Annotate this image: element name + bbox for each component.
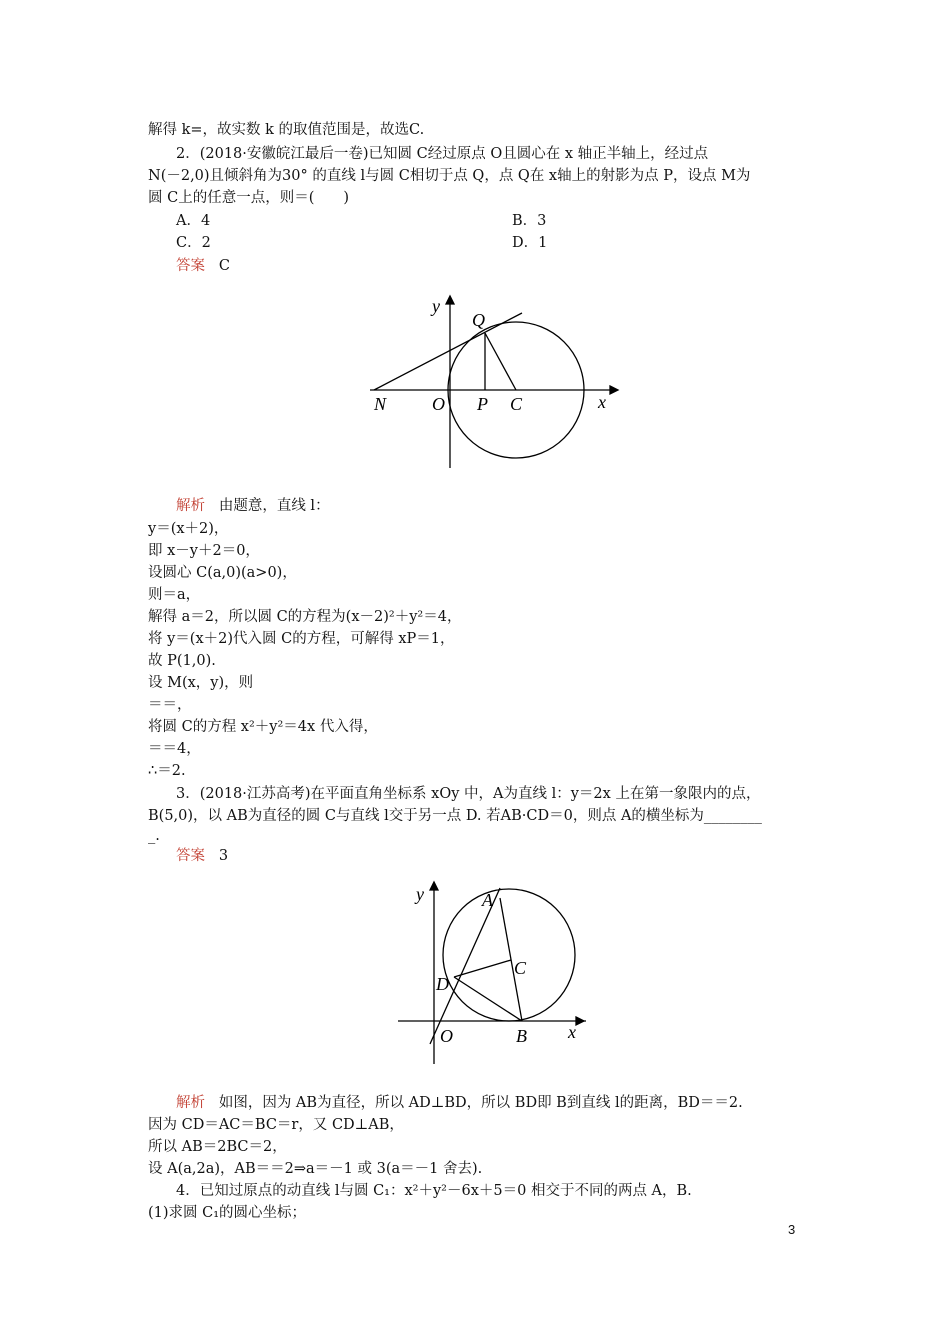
question-4-line-2: (1)求圆 C₁的圆心坐标；: [148, 1205, 307, 1221]
solution-2-header: [176, 496, 330, 516]
solution-2-line-11: ＝＝4，: [148, 741, 201, 757]
option-d: D．1: [512, 235, 548, 251]
solution-2-line-8: 设 M(x，y)，则: [148, 675, 254, 691]
solution-2-line-5: 解得 a＝2，所以圆 C的方程为(x－2)²＋y²＝4，: [148, 609, 462, 625]
solution-2-line-6: 将 y＝(x＋2)代入圆 C的方程，可解得 xP＝1，: [148, 631, 455, 647]
solution-3-line-2: 因为 CD＝AC＝BC＝r，又 CD⊥AB，: [148, 1117, 404, 1133]
question-4-line-1: 4．已知过原点的动直线 l与圆 C₁：x²＋y²－6x＋5＝0 相交于不同的两点 A，B.: [176, 1183, 692, 1199]
y-axis-arrow: [430, 882, 438, 890]
solution-label: 解析: [176, 498, 205, 514]
segment-qc: [485, 333, 516, 390]
solution-3-line-4: 设 A(a,2a)，AB＝＝2⇒a＝－1 或 3(a＝－1 舍去).: [148, 1161, 483, 1177]
label-x: x: [568, 1022, 576, 1042]
answer-label: 答案: [176, 258, 205, 274]
option-a: A．4: [176, 213, 211, 229]
question-2-line-2: N(－2,0)且倾斜角为30° 的直线 l与圆 C相切于点 Q，点 Q在 x轴上的射影为点 P，设点 M为: [148, 168, 751, 184]
figure-2-svg: [380, 864, 606, 1078]
label-a: A: [482, 890, 493, 910]
label-y: y: [432, 296, 440, 316]
solution-2-line-3: 设圆心 C(a,0)(a>0)，: [148, 565, 297, 581]
tangent-line: [374, 313, 522, 390]
label-c: C: [510, 394, 523, 414]
figure-tangent-circle: [356, 278, 628, 488]
answer-value: C: [218, 258, 230, 274]
segment-dc: [454, 960, 511, 977]
question-2-line-1: 2．(2018·安徽皖江最后一卷)已知圆 C经过原点 O且圆心在 x 轴正半轴上，经过点: [176, 146, 709, 162]
answer-label: 答案: [176, 848, 205, 864]
label-p: P: [477, 394, 488, 414]
x-axis-arrow: [576, 1017, 584, 1025]
solution-2-line-1: y＝(x＋2)，: [148, 521, 229, 537]
answer-3: [176, 846, 228, 866]
label-d: D: [436, 974, 449, 994]
solution-2-line-12: ∴＝2.: [148, 763, 186, 779]
label-x: x: [598, 392, 606, 412]
solution-2-line-2: 即 x－y＋2＝0，: [148, 543, 260, 559]
solution-2-line-10: 将圆 C的方程 x²＋y²＝4x 代入得，: [148, 719, 378, 735]
question-2-line-3: 圆 C上的任意一点，则＝( ): [148, 190, 350, 206]
label-o: O: [432, 394, 445, 414]
question-3-line-2: B(5,0)，以 AB为直径的圆 C与直线 l交于另一点 D. 若AB·CD＝0，则点 A的横坐标为________: [148, 808, 762, 824]
figure-diameter-circle: [380, 864, 606, 1078]
answer-2: [176, 256, 230, 276]
solution-2-line-7: 故 P(1,0).: [148, 653, 216, 669]
circle-c: [443, 889, 575, 1021]
solution-2-line-4: 则＝a，: [148, 587, 201, 603]
label-o: O: [440, 1026, 453, 1046]
text-line: 解得 k=，故实数 k 的取值范围是，故选C.: [148, 122, 425, 138]
answer-value: 3: [218, 848, 229, 864]
figure-1-svg: [356, 278, 628, 488]
question-3-line-3: _.: [148, 828, 160, 844]
solution-2-line-0: 由题意，直线 l：: [218, 498, 330, 514]
solution-2-line-9: ＝＝，: [148, 697, 192, 713]
x-axis-arrow: [610, 386, 618, 394]
segment-db: [454, 977, 522, 1021]
page-number: 3: [788, 1222, 796, 1237]
option-c: C．2: [176, 235, 211, 251]
solution-3-text-1: 如图，因为 AB为直径，所以 AD⊥BD，所以 BD即 B到直线 l的距离，BD＝＝2.: [218, 1095, 743, 1111]
option-b: B．3: [512, 213, 547, 229]
label-c: C: [514, 958, 527, 978]
label-b: B: [516, 1026, 527, 1046]
solution-3-line-3: 所以 AB＝2BC＝2，: [148, 1139, 287, 1155]
solution-3-line-1: [176, 1093, 743, 1113]
solution-label: 解析: [176, 1095, 205, 1111]
label-q: Q: [472, 310, 485, 330]
y-axis-arrow: [446, 296, 454, 304]
question-3-line-1: 3．(2018·江苏高考)在平面直角坐标系 xOy 中，A为直线 l：y＝2x 上在第一象限内的点，: [176, 786, 761, 802]
label-n: N: [374, 394, 387, 414]
label-y: y: [416, 884, 424, 904]
